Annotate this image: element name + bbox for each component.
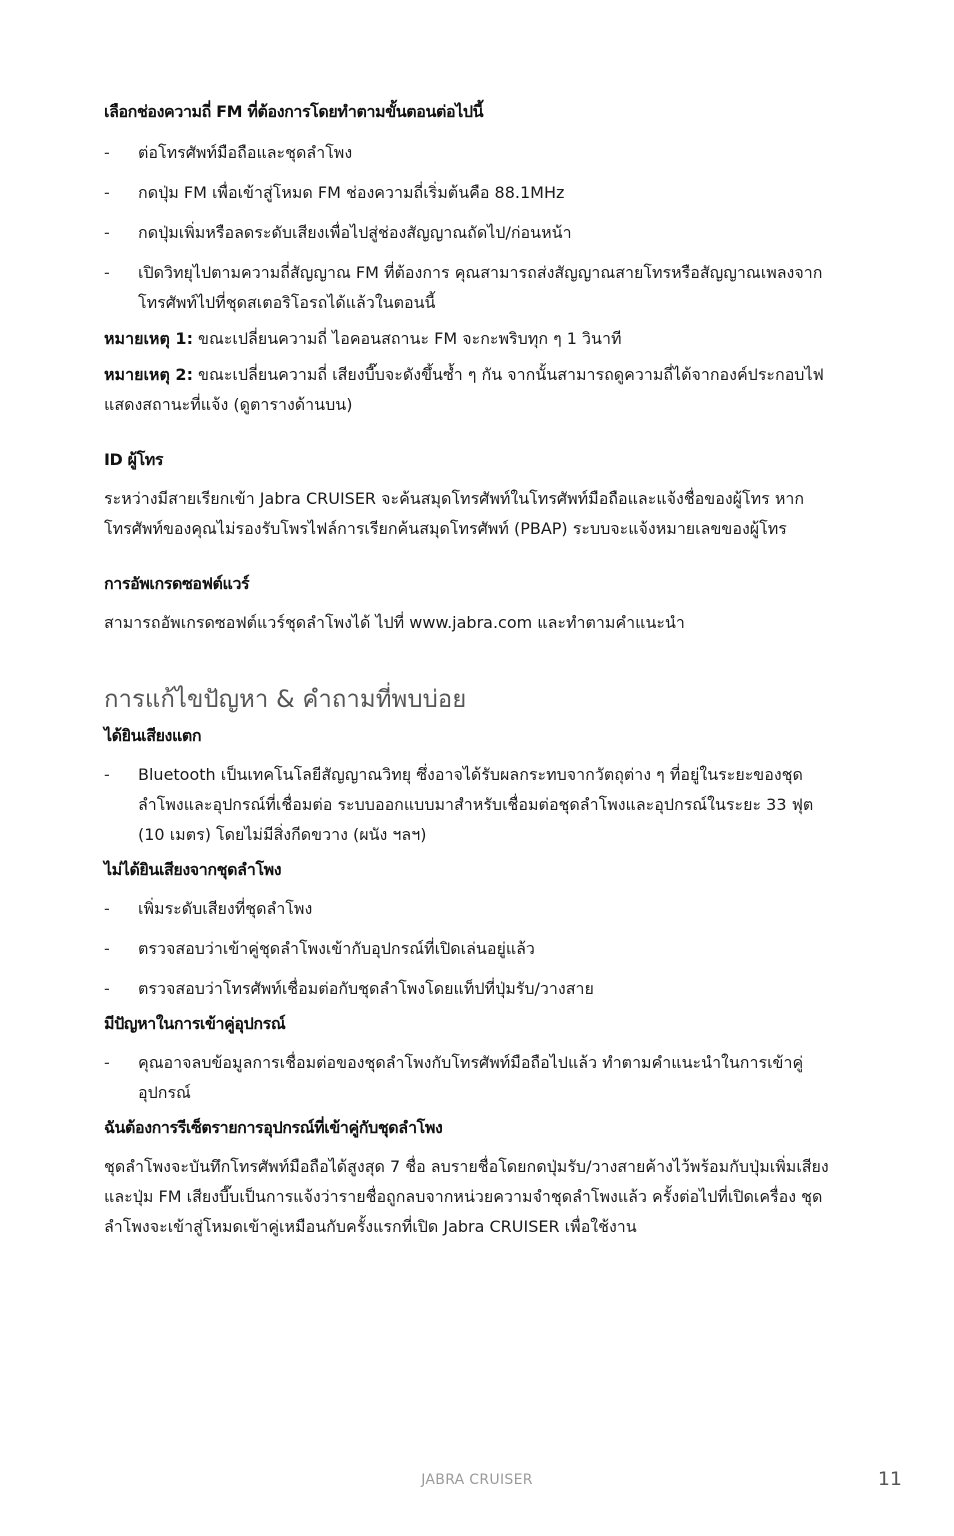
dash-bullet: - xyxy=(104,1053,110,1072)
list-item xyxy=(104,934,844,964)
dash-bullet: - xyxy=(104,223,110,242)
list-item-text: ตรวจสอบว่าเข้าคู่ชุดลำโพงเข้ากับอุปกรณ์ที่เปิดเล่นอยู่แล้ว xyxy=(138,939,535,958)
list-item-text: ตรวจสอบว่าโทรศัพท์เชื่อมต่อกับชุดลำโพงโดยแท็ปที่ปุ่มรับ/วางสาย xyxy=(138,979,594,998)
list-item-text: กดปุ่มเพิ่มหรือลดระดับเสียงเพื่อไปสู่ช่องสัญญาณถัดไป/ก่อนหน้า xyxy=(138,223,572,242)
list-item xyxy=(104,218,844,248)
note-1-text: ขณะเปลี่ยนความถี่ ไอคอนสถานะ FM จะกะพริบทุก ๆ 1 วินาที xyxy=(192,329,622,348)
caller-id-body: ระหว่างมีสายเรียกเข้า Jabra CRUISER จะค้นสมุดโทรศัพท์ในโทรศัพท์มือถือและแจ้งชื่อของผู้โทร หากโทรศัพท์ของคุณไม่รองรับโพรไฟล์การเรียกค้นสมุดโทรศัพท์ (PBAP) ระบบจะแจ้งหมายเลขของผู้โทร xyxy=(104,489,805,538)
note-2-text: ขณะเปลี่ยนความถี่ เสียงบี๊บจะดังขึ้นซ้ำ ๆ กัน จากนั้นสามารถดูความถี่ได้จากองค์ประกอบไฟแสดงสถานะที่แจ้ง (ดูตารางด้านบน) xyxy=(104,365,824,414)
dash-bullet: - xyxy=(104,939,110,958)
dash-bullet: - xyxy=(104,263,110,282)
dash-bullet: - xyxy=(104,143,110,162)
page-number: 11 xyxy=(877,1468,902,1490)
reset-heading: ฉันต้องการรีเซ็ตรายการอุปกรณ์ที่เข้าคู่กับชุดลำโพง xyxy=(104,1118,443,1137)
software-upgrade-heading: การอัพเกรดซอฟต์แวร์ xyxy=(104,574,250,593)
list-item-text: ต่อโทรศัพท์มือถือและชุดลำโพง xyxy=(138,143,353,162)
dash-bullet: - xyxy=(104,979,110,998)
fm-steps-list xyxy=(104,138,844,318)
list-item xyxy=(104,1048,844,1108)
pairing-list xyxy=(104,1048,844,1108)
pairing-heading: มีปัญหาในการเข้าคู่อุปกรณ์ xyxy=(104,1014,286,1033)
footer-product-name: JABRA CRUISER xyxy=(421,1472,533,1488)
page-content xyxy=(104,100,844,1242)
no-sound-heading: ไม่ได้ยินเสียงจากชุดลำโพง xyxy=(104,860,282,879)
troubleshooting-title: การแก้ไขปัญหา & คำถามที่พบบ่อย xyxy=(104,685,467,713)
fm-channel-heading: เลือกช่องความถี่ FM ที่ต้องการโดยทำตามขั้นตอนต่อไปนี้ xyxy=(104,102,484,121)
software-upgrade-body: สามารถอัพเกรดซอฟต์แวร์ชุดลำโพงได้ ไปที่ www.jabra.com และทำตามคำแนะนำ xyxy=(104,613,685,632)
list-item-text: คุณอาจลบข้อมูลการเชื่อมต่อของชุดลำโพงกับโทรศัพท์มือถือไปแล้ว ทำตามคำแนะนำในการเข้าคู่อุปกรณ์ xyxy=(138,1053,804,1102)
crackling-list xyxy=(104,760,844,850)
list-item xyxy=(104,138,844,168)
reset-body: ชุดลำโพงจะบันทึกโทรศัพท์มือถือได้สูงสุด 7 ชื่อ ลบรายชื่อโดยกดปุ่มรับ/วางสายค้างไว้พร้อมกับปุ่มเพิ่มเสียงและปุ่ม FM เสียงบี๊บเป็นการแจ้งว่ารายชื่อถูกลบจากหน่วยความจำชุดลำโพงแล้ว ครั้งต่อไปที่เปิดเครื่อง ชุดลำโพงจะเข้าสู่โหมดเข้าคู่เหมือนกับครั้งแรกที่เปิด Jabra CRUISER เพื่อใช้งาน xyxy=(104,1157,829,1236)
note-1-label: หมายเหตุ 1: xyxy=(104,329,193,348)
dash-bullet: - xyxy=(104,183,110,202)
list-item xyxy=(104,974,844,1004)
list-item-text: เพิ่มระดับเสียงที่ชุดลำโพง xyxy=(138,899,313,918)
note-2-label: หมายเหตุ 2: xyxy=(104,365,193,384)
list-item xyxy=(104,178,844,208)
no-sound-list xyxy=(104,894,844,1004)
list-item-text: กดปุ่ม FM เพื่อเข้าสู่โหมด FM ช่องความถี่เริ่มต้นคือ 88.1MHz xyxy=(138,183,565,202)
list-item xyxy=(104,894,844,924)
caller-id-heading: ID ผู้โทร xyxy=(104,450,164,469)
dash-bullet: - xyxy=(104,765,110,784)
list-item-text: Bluetooth เป็นเทคโนโลยีสัญญาณวิทยุ ซึ่งอาจได้รับผลกระทบจากวัตถุต่าง ๆ ที่อยู่ในระยะของชุดลำโพงและอุปกรณ์ที่เชื่อมต่อ ระบบออกแบบมาสำหรับเชื่อมต่อชุดลำโพงและอุปกรณ์ในระยะ 33 ฟุต (10 เมตร) โดยไม่มีสิ่งกีดขวาง (ผนัง ฯลฯ) xyxy=(138,765,814,844)
list-item xyxy=(104,760,844,850)
note-2 xyxy=(104,360,844,420)
note-1 xyxy=(104,324,844,354)
list-item xyxy=(104,258,844,318)
list-item-text: เปิดวิทยุไปตามความถี่สัญญาณ FM ที่ต้องการ คุณสามารถส่งสัญญาณสายโทรหรือสัญญาณเพลงจากโทรศัพท์ไปที่ชุดสเตอริโอรถได้แล้วในตอนนี้ xyxy=(138,263,823,312)
crackling-heading: ได้ยินเสียงแตก xyxy=(104,726,202,745)
dash-bullet: - xyxy=(104,899,110,918)
